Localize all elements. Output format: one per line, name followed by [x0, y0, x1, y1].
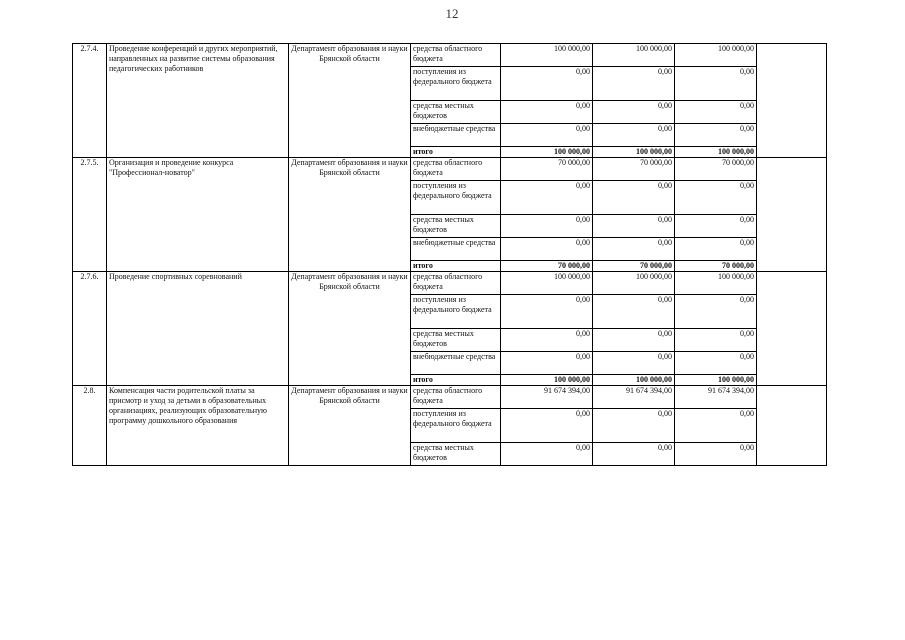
amount-year-3: 0,00: [675, 352, 757, 375]
amount-year-3: 0,00: [675, 329, 757, 352]
amount-year-3: 0,00: [675, 409, 757, 443]
activity-name: Компенсация части родительской платы за присмотр и уход за детьми в образовательных организациях, реализующих образовательную программу дошкольного образования: [107, 386, 289, 466]
amount-year-1: 100 000,00: [501, 272, 593, 295]
amount-year-3: 70 000,00: [675, 261, 757, 272]
section-number: 2.7.4.: [73, 44, 107, 158]
funding-source: средства местных бюджетов: [411, 215, 501, 238]
amount-year-2: 100 000,00: [593, 44, 675, 67]
amount-year-3: 100 000,00: [675, 44, 757, 67]
funding-source: средства областного бюджета: [411, 272, 501, 295]
responsible-department: Департамент образования и науки Брянской области: [289, 158, 411, 272]
amount-year-3: 91 674 394,00: [675, 386, 757, 409]
amount-year-2: 70 000,00: [593, 261, 675, 272]
amount-year-3: 0,00: [675, 101, 757, 124]
amount-year-1: 70 000,00: [501, 261, 593, 272]
budget-table: [72, 43, 827, 466]
amount-year-3: 0,00: [675, 124, 757, 147]
funding-source: итого: [411, 375, 501, 386]
empty-cell: [757, 386, 827, 466]
amount-year-2: 100 000,00: [593, 147, 675, 158]
amount-year-1: 91 674 394,00: [501, 386, 593, 409]
amount-year-3: 100 000,00: [675, 375, 757, 386]
amount-year-1: 0,00: [501, 443, 593, 466]
amount-year-1: 0,00: [501, 295, 593, 329]
amount-year-2: 0,00: [593, 295, 675, 329]
amount-year-1: 100 000,00: [501, 147, 593, 158]
amount-year-1: 0,00: [501, 329, 593, 352]
amount-year-2: 70 000,00: [593, 158, 675, 181]
amount-year-3: 0,00: [675, 215, 757, 238]
amount-year-1: 0,00: [501, 352, 593, 375]
amount-year-2: 100 000,00: [593, 375, 675, 386]
section-number: 2.7.6.: [73, 272, 107, 386]
amount-year-1: 0,00: [501, 409, 593, 443]
amount-year-2: 0,00: [593, 67, 675, 101]
amount-year-1: 70 000,00: [501, 158, 593, 181]
amount-year-2: 0,00: [593, 238, 675, 261]
amount-year-2: 0,00: [593, 329, 675, 352]
amount-year-1: 0,00: [501, 238, 593, 261]
funding-source: средства областного бюджета: [411, 44, 501, 67]
funding-source: итого: [411, 261, 501, 272]
amount-year-2: 0,00: [593, 409, 675, 443]
page-number: 12: [445, 6, 459, 21]
empty-cell: [757, 44, 827, 158]
amount-year-2: 0,00: [593, 181, 675, 215]
funding-source: средства областного бюджета: [411, 158, 501, 181]
responsible-department: Департамент образования и науки Брянской области: [289, 44, 411, 158]
section-number: 2.8.: [73, 386, 107, 466]
amount-year-1: 0,00: [501, 181, 593, 215]
amount-year-1: 100 000,00: [501, 375, 593, 386]
funding-source: внебюджетные средства: [411, 124, 501, 147]
amount-year-2: 0,00: [593, 215, 675, 238]
amount-year-3: 0,00: [675, 295, 757, 329]
amount-year-2: 0,00: [593, 352, 675, 375]
funding-source: поступления из федерального бюджета: [411, 295, 501, 329]
funding-source: итого: [411, 147, 501, 158]
funding-source: поступления из федерального бюджета: [411, 409, 501, 443]
empty-cell: [757, 158, 827, 272]
amount-year-2: 100 000,00: [593, 272, 675, 295]
amount-year-1: 0,00: [501, 101, 593, 124]
amount-year-2: 0,00: [593, 124, 675, 147]
funding-source: средства областного бюджета: [411, 386, 501, 409]
responsible-department: Департамент образования и науки Брянской области: [289, 272, 411, 386]
amount-year-3: 70 000,00: [675, 158, 757, 181]
amount-year-3: 100 000,00: [675, 272, 757, 295]
amount-year-3: 0,00: [675, 443, 757, 466]
amount-year-2: 0,00: [593, 101, 675, 124]
responsible-department: Департамент образования и науки Брянской области: [289, 386, 411, 466]
amount-year-1: 0,00: [501, 124, 593, 147]
amount-year-2: 0,00: [593, 443, 675, 466]
activity-name: Проведение конференций и других мероприятий, направленных на развитие системы образования педагогических работников: [107, 44, 289, 158]
amount-year-3: 0,00: [675, 67, 757, 101]
funding-source: поступления из федерального бюджета: [411, 181, 501, 215]
section-number: 2.7.5.: [73, 158, 107, 272]
table-row: [73, 158, 827, 181]
activity-name: Организация и проведение конкурса "Профессионал-новатор": [107, 158, 289, 272]
table-row: [73, 272, 827, 295]
funding-source: средства местных бюджетов: [411, 443, 501, 466]
amount-year-1: 100 000,00: [501, 44, 593, 67]
amount-year-1: 0,00: [501, 67, 593, 101]
funding-source: внебюджетные средства: [411, 352, 501, 375]
funding-source: средства местных бюджетов: [411, 101, 501, 124]
amount-year-3: 0,00: [675, 238, 757, 261]
empty-cell: [757, 272, 827, 386]
table-row: [73, 44, 827, 67]
activity-name: Проведение спортивных соревнований: [107, 272, 289, 386]
amount-year-3: 100 000,00: [675, 147, 757, 158]
table-row: [73, 386, 827, 409]
amount-year-3: 0,00: [675, 181, 757, 215]
amount-year-1: 0,00: [501, 215, 593, 238]
amount-year-2: 91 674 394,00: [593, 386, 675, 409]
funding-source: поступления из федерального бюджета: [411, 67, 501, 101]
funding-source: внебюджетные средства: [411, 238, 501, 261]
funding-source: средства местных бюджетов: [411, 329, 501, 352]
